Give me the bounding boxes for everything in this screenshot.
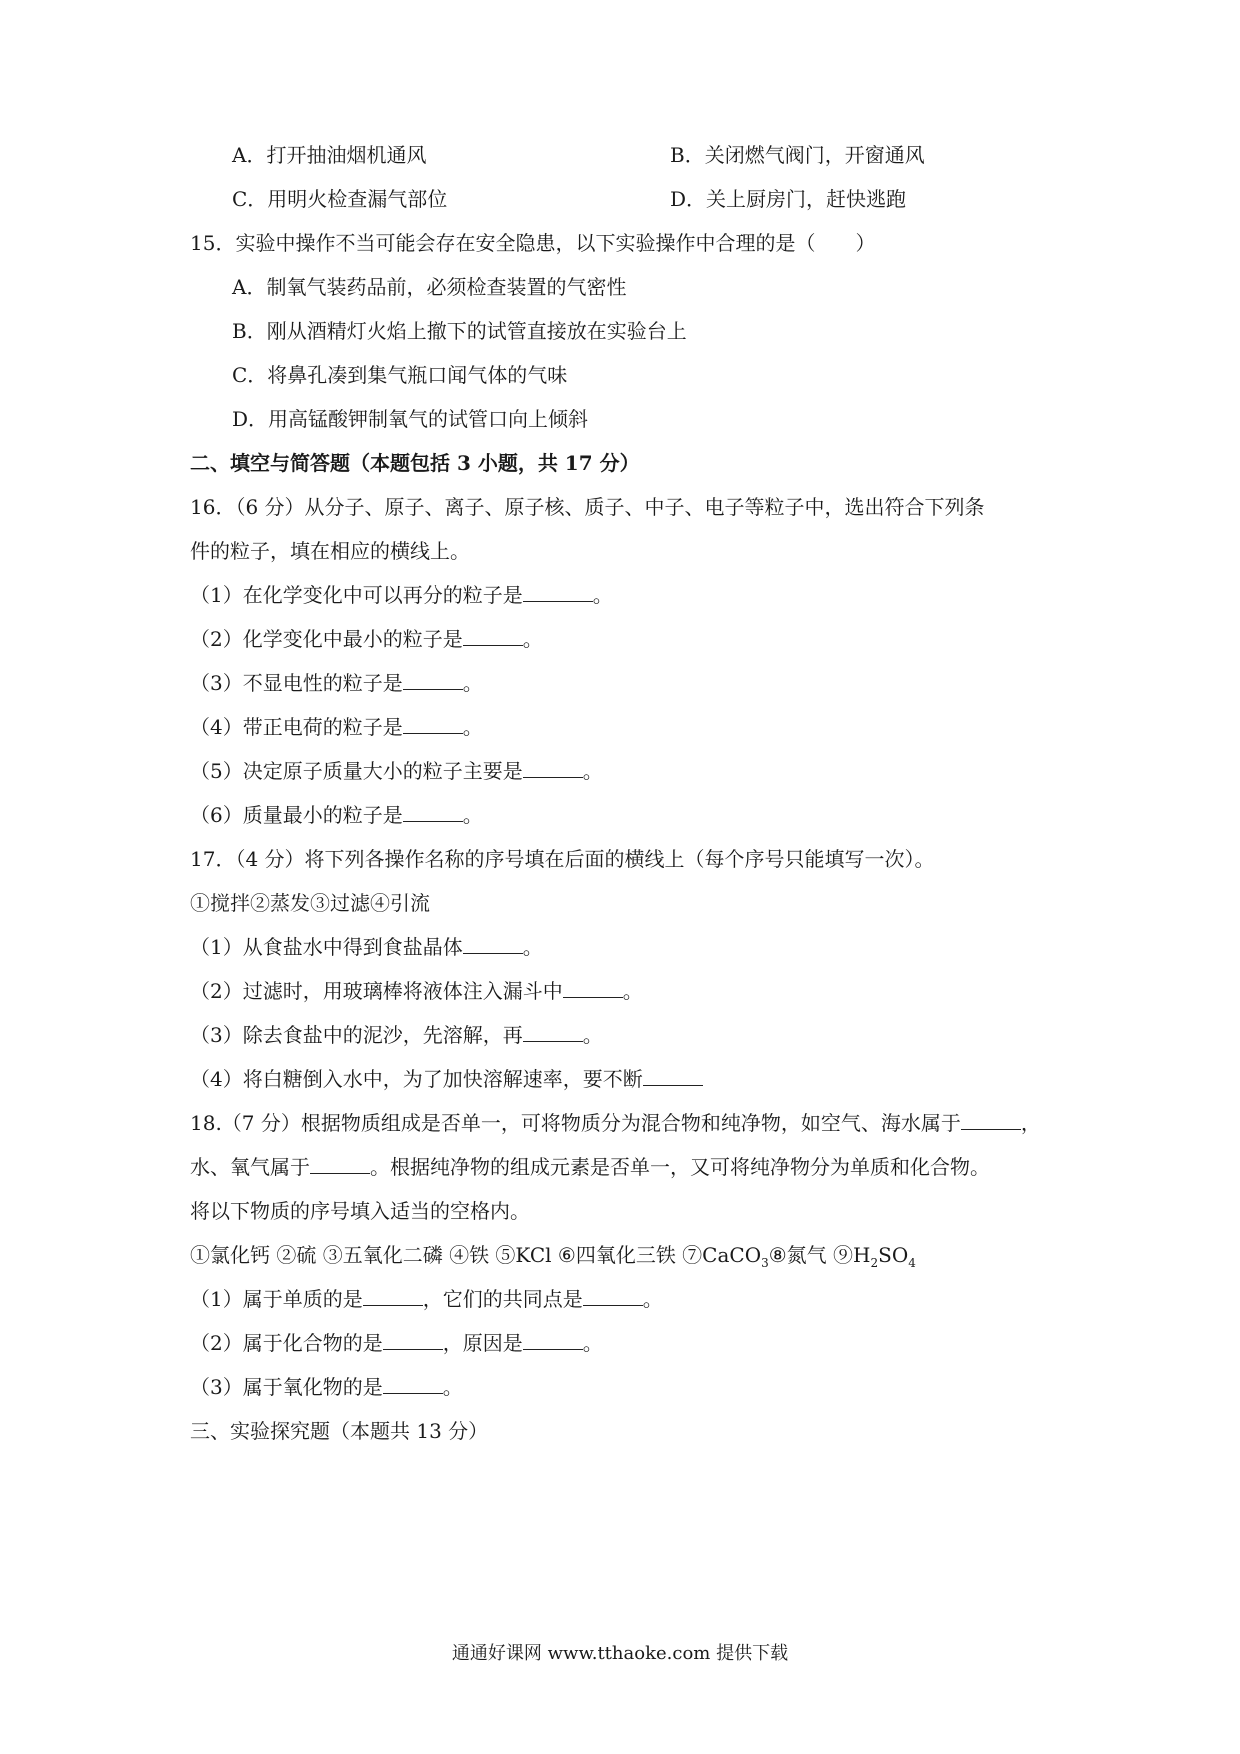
- q16-part-6-text: （6）质量最小的粒子是: [190, 803, 403, 827]
- period: 。: [442, 1375, 463, 1399]
- q17-part-2-text: （2）过滤时，用玻璃棒将液体注入漏斗中: [190, 979, 563, 1003]
- q15-stem: 15．实验中操作不当可能会存在安全隐患，以下实验操作中合理的是（ ）: [190, 231, 876, 255]
- period: 。: [582, 1023, 603, 1047]
- q16-part-5-text: （5）决定原子质量大小的粒子主要是: [190, 759, 523, 783]
- period: 。: [522, 935, 543, 959]
- q17-part-4-text: （4）将白糖倒入水中，为了加快溶解速率，要不断: [190, 1067, 643, 1091]
- q17-stem: 17．（4 分）将下列各操作名称的序号填在后面的横线上（每个序号只能填写一次）。: [190, 847, 935, 871]
- answer-blank[interactable]: [523, 1023, 583, 1042]
- answer-blank[interactable]: [463, 627, 523, 646]
- answer-blank[interactable]: [643, 1067, 703, 1086]
- q18-part-3: [190, 1372, 463, 1402]
- answer-blank[interactable]: [523, 759, 583, 778]
- q17-part-2: [190, 976, 643, 1006]
- q16-stem-line2: 件的粒子，填在相应的横线上。: [190, 539, 470, 563]
- q18-line2-text-b: 。根据纯净物的组成元素是否单一，又可将纯净物分为单质和化合物。: [370, 1155, 990, 1179]
- q14-option-c: C．用明火检查漏气部位: [232, 187, 448, 211]
- answer-blank[interactable]: [563, 979, 623, 998]
- q15-option-d: D．用高锰酸钾制氧气的试管口向上倾斜: [232, 407, 589, 431]
- q16-part-5: [190, 756, 603, 786]
- q17-part-4: [190, 1064, 703, 1094]
- q18-part-2-text-a: （2）属于化合物的是: [190, 1331, 383, 1355]
- section2-heading: 二、填空与简答题（本题包括 3 小题，共 17 分）: [190, 451, 640, 475]
- q14-option-a: A．打开抽油烟机通风: [232, 143, 427, 167]
- q17-part-1: [190, 932, 543, 962]
- answer-blank[interactable]: [363, 1287, 423, 1306]
- subscript: 3: [761, 1256, 769, 1270]
- answer-blank[interactable]: [310, 1155, 370, 1174]
- q16-part-3: [190, 668, 483, 698]
- q16-stem-line1: 16．（6 分）从分子、原子、离子、原子核、质子、中子、电子等粒子中，选出符合下列条: [190, 495, 985, 519]
- q16-part-4: [190, 712, 483, 742]
- answer-blank[interactable]: [403, 803, 463, 822]
- q16-part-2-text: （2）化学变化中最小的粒子是: [190, 627, 463, 651]
- answer-blank[interactable]: [463, 935, 523, 954]
- q14-option-d: D．关上厨房门，赶快逃跑: [670, 187, 907, 211]
- q17-part-3-text: （3）除去食盐中的泥沙，先溶解，再: [190, 1023, 523, 1047]
- comma: ，: [1020, 1111, 1041, 1135]
- q17-options: ①搅拌②蒸发③过滤④引流: [190, 891, 430, 915]
- subscript: 2: [870, 1256, 879, 1270]
- substances-text-b: ⑧氮气 ⑨H: [768, 1243, 871, 1267]
- q17-part-3: [190, 1020, 603, 1050]
- q18-line1: [190, 1108, 1041, 1138]
- q15-option-a: A．制氧气装药品前，必须检查装置的气密性: [232, 275, 627, 299]
- q18-substances: [190, 1240, 916, 1278]
- period: 。: [642, 1287, 663, 1311]
- answer-blank[interactable]: [523, 583, 593, 602]
- q15-option-b: B．刚从酒精灯火焰上撤下的试管直接放在实验台上: [232, 319, 687, 343]
- q18-part-2: [190, 1328, 603, 1358]
- period: 。: [622, 979, 643, 1003]
- footer-text: 通通好课网 www.tthaoke.com 提供下载: [451, 1643, 789, 1664]
- q16-part-1: [190, 580, 613, 610]
- answer-blank[interactable]: [523, 1331, 583, 1350]
- answer-blank[interactable]: [961, 1111, 1021, 1130]
- period: 。: [582, 759, 603, 783]
- subscript: 4: [908, 1256, 916, 1270]
- q18-part-1-text-b: ，它们的共同点是: [422, 1287, 583, 1311]
- q16-part-3-text: （3）不显电性的粒子是: [190, 671, 403, 695]
- period: 。: [592, 583, 613, 607]
- period: 。: [582, 1331, 603, 1355]
- substances-text-a: ①氯化钙 ②硫 ③五氧化二磷 ④铁 ⑤KCl ⑥四氧化三铁 ⑦CaCO: [190, 1243, 762, 1267]
- answer-blank[interactable]: [383, 1375, 443, 1394]
- q18-part-2-text-b: ，原因是: [442, 1331, 523, 1355]
- q18-line1-text: 18.（7 分）根据物质组成是否单一，可将物质分为混合物和纯净物，如空气、海水属于: [190, 1111, 961, 1135]
- period: 。: [522, 627, 543, 651]
- q16-part-4-text: （4）带正电荷的粒子是: [190, 715, 403, 739]
- period: 。: [462, 671, 483, 695]
- q18-line3: 将以下物质的序号填入适当的空格内。: [190, 1199, 530, 1223]
- section3-heading: 三、实验探究题（本题共 13 分）: [190, 1419, 489, 1443]
- q16-part-6: [190, 800, 483, 830]
- answer-blank[interactable]: [403, 715, 463, 734]
- period: 。: [462, 715, 483, 739]
- q18-part-1: [190, 1284, 663, 1314]
- q18-line2: [190, 1152, 990, 1182]
- substances-text-c: SO: [878, 1243, 909, 1267]
- q18-part-3-text: （3）属于氧化物的是: [190, 1375, 383, 1399]
- period: 。: [462, 803, 483, 827]
- q18-line2-text-a: 水、氧气属于: [190, 1155, 310, 1179]
- q18-part-1-text-a: （1）属于单质的是: [190, 1287, 363, 1311]
- answer-blank[interactable]: [583, 1287, 643, 1306]
- q16-part-1-text: （1）在化学变化中可以再分的粒子是: [190, 583, 523, 607]
- q15-option-c: C．将鼻孔凑到集气瓶口闻气体的气味: [232, 363, 568, 387]
- q17-part-1-text: （1）从食盐水中得到食盐晶体: [190, 935, 463, 959]
- answer-blank[interactable]: [403, 671, 463, 690]
- q16-part-2: [190, 624, 543, 654]
- q14-option-b: B．关闭燃气阀门，开窗通风: [670, 143, 925, 167]
- answer-blank[interactable]: [383, 1331, 443, 1350]
